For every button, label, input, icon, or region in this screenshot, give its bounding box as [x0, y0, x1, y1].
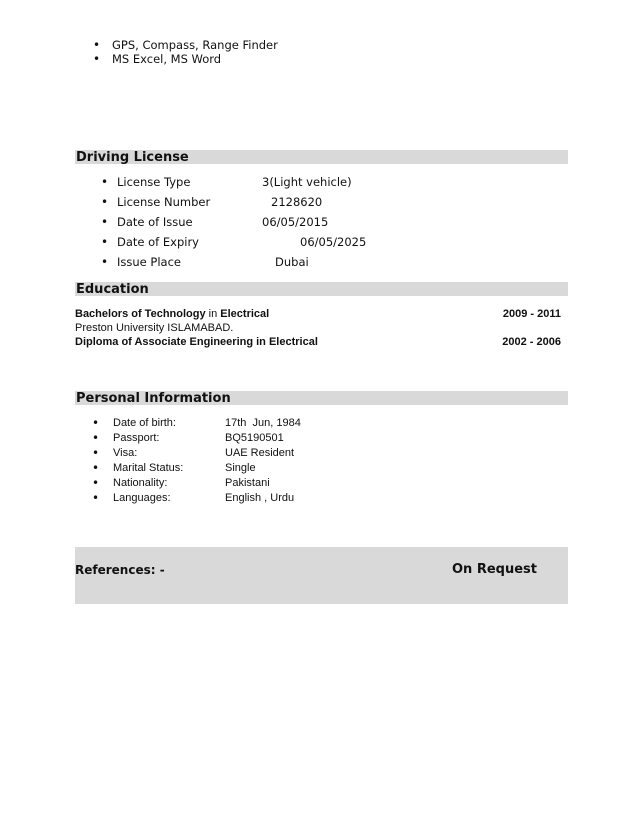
dob-value: 17th Jun, 1984 — [225, 417, 301, 429]
degree-bachelors — [75, 308, 269, 320]
bullet: • — [93, 52, 101, 66]
issue-place-label: Issue Place — [117, 255, 181, 269]
bullet: • — [101, 215, 109, 229]
marital-status-value: Single — [225, 462, 256, 474]
skill-item: GPS, Compass, Range Finder — [112, 38, 278, 52]
degree-diploma: Diploma of Associate Engineering in Electrical — [75, 336, 318, 348]
nationality-label: Nationality: — [113, 477, 168, 489]
languages-value: English , Urdu — [225, 492, 295, 504]
expiry-date-label: Date of Expiry — [117, 235, 199, 249]
section-header-bar — [75, 282, 568, 296]
bullet: • — [101, 255, 109, 269]
visa-value: UAE Resident — [225, 447, 295, 459]
bullet: • — [93, 38, 101, 52]
issue-date-value: 06/05/2015 — [262, 215, 329, 229]
issue-place-value: Dubai — [275, 255, 309, 269]
degree-name: Bachelors of Technology — [75, 308, 206, 320]
section-title-personal-information: Personal Information — [76, 391, 231, 406]
degree-field: Electrical — [220, 308, 270, 320]
nationality-value: Pakistani — [225, 477, 270, 489]
expiry-date-value: 06/05/2025 — [300, 235, 367, 249]
dob-label: Date of birth: — [113, 417, 176, 429]
bullet: • — [101, 195, 109, 209]
license-number-label: License Number — [117, 195, 211, 209]
section-title-education: Education — [76, 282, 149, 297]
languages-label: Languages: — [113, 492, 171, 504]
university-name: Preston University ISLAMABAD. — [75, 322, 234, 334]
bullet: • — [101, 175, 109, 189]
visa-label: Visa: — [113, 447, 138, 459]
passport-label: Passport: — [113, 432, 160, 444]
issue-date-label: Date of Issue — [117, 215, 193, 229]
references-label: References: - — [75, 563, 165, 577]
section-title-driving-license: Driving License — [76, 150, 189, 165]
bullet: • — [92, 476, 100, 490]
references-value: On Request — [452, 562, 537, 577]
license-type-label: License Type — [117, 175, 191, 189]
bullet: • — [92, 446, 100, 460]
bullet: • — [92, 461, 100, 475]
license-number-value: 2128620 — [271, 195, 323, 209]
diploma-years: 2002 - 2006 — [502, 336, 561, 348]
bullet: • — [92, 431, 100, 445]
bullet: • — [92, 491, 100, 505]
license-type-value: 3(Light vehicle) — [262, 175, 352, 189]
bullet: • — [101, 235, 109, 249]
skill-item: MS Excel, MS Word — [112, 52, 222, 66]
bullet: • — [92, 416, 100, 430]
marital-status-label: Marital Status: — [113, 462, 184, 474]
passport-value: BQ5190501 — [225, 432, 284, 444]
degree-years: 2009 - 2011 — [502, 308, 561, 320]
degree-connector: in — [208, 308, 218, 320]
